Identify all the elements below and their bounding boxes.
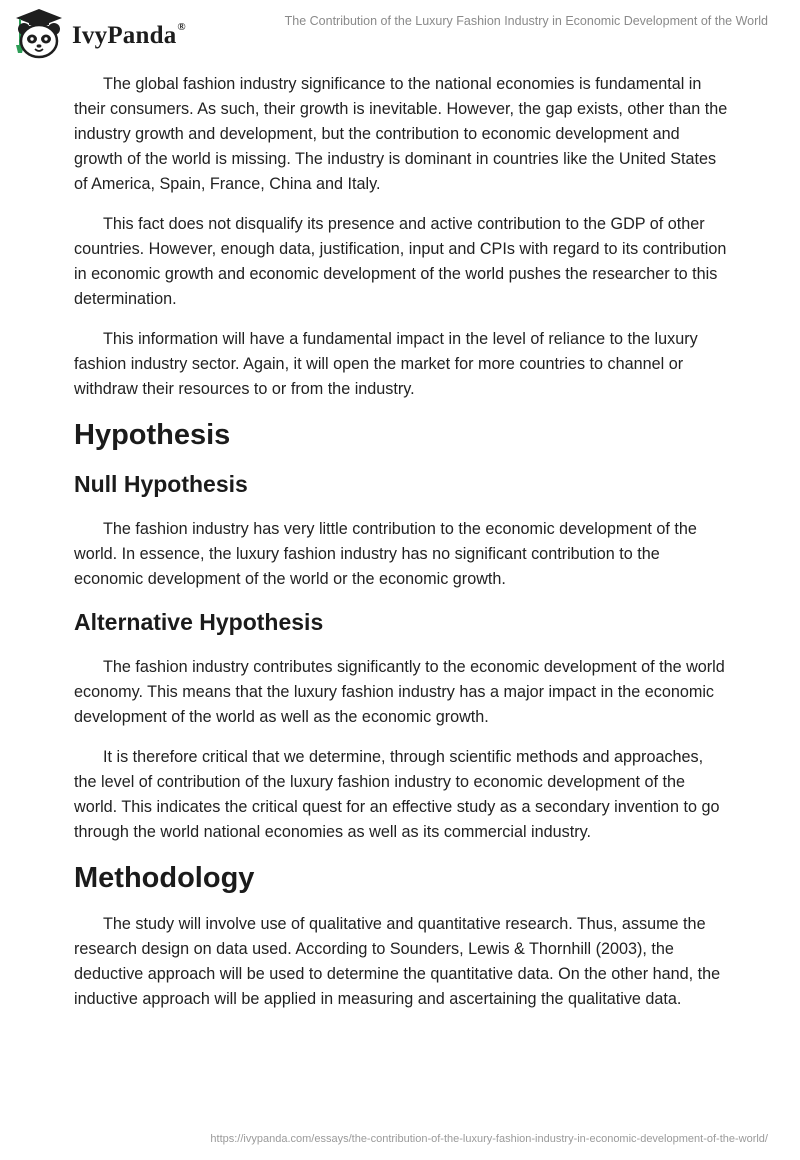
alternative-hypothesis-heading: Alternative Hypothesis [74, 609, 324, 635]
logo-wordmark: IvyPanda® [72, 20, 186, 49]
intro-paragraph-3: This information will have a fundamental impact in the level of reliance to the luxury fashion industry sector. Again, it will open the market for more countries to channel or withdraw their resources to or from the industry. [74, 330, 698, 398]
alternative-hypothesis-paragraph-1: The fashion industry contributes significantly to the economic development of the world economy. This means that the luxury fashion industry has a major impact in the economic development of the world as well as the economic growth. [74, 658, 725, 726]
hypothesis-heading: Hypothesis [74, 419, 231, 451]
intro-paragraph-2: This fact does not disqualify its presence and active contribution to the GDP of other countries. However, enough data, justification, input and CPIs with regard to its contribution in economic growth and economic development of the world pushes the researcher to this determination. [74, 215, 727, 308]
panda-graduate-icon [12, 7, 66, 61]
null-hypothesis-heading: Null Hypothesis [74, 471, 248, 497]
intro-paragraph-1: The global fashion industry significance to the national economies is fundamental in their consumers. As such, their growth is inevitable. However, the gap exists, other than the industry growth and development, but the contribution to economic development and growth of the world is missing. The industry is dominant in countries like the United States of America, Spain, France, China and Italy. [74, 75, 728, 193]
source-url-link[interactable]: https://ivypanda.com/essays/the-contribution-of-the-luxury-fashion-industry-in-economic-development-of-the-world/ [210, 1133, 768, 1145]
document-title: The Contribution of the Luxury Fashion Industry in Economic Development of the World [284, 14, 768, 28]
ivypanda-logo[interactable] [12, 6, 186, 62]
alternative-hypothesis-paragraph-2: It is therefore critical that we determine, through scientific methods and approaches, the level of contribution of the luxury fashion industry to economic development of the world. This indicates the critical quest for an effective study as a secondary invention to go through the world national economies as well as its commercial industry. [74, 748, 720, 841]
null-hypothesis-paragraph: The fashion industry has very little contribution to the economic development of the world. In essence, the luxury fashion industry has no significant contribution to the economic development of the world or the economic growth. [74, 520, 697, 588]
methodology-paragraph: The study will involve use of qualitative and quantitative research. Thus, assume the research design on data used. According to Sounders, Lewis & Thornhill (2003), the deductive approach will be used to determine the quantitative data. On the other hand, the inductive approach will be applied in measuring and ascertaining the qualitative data. [74, 915, 721, 1008]
methodology-heading: Methodology [74, 862, 255, 894]
page-header [0, 0, 800, 70]
essay-body [74, 72, 730, 1027]
